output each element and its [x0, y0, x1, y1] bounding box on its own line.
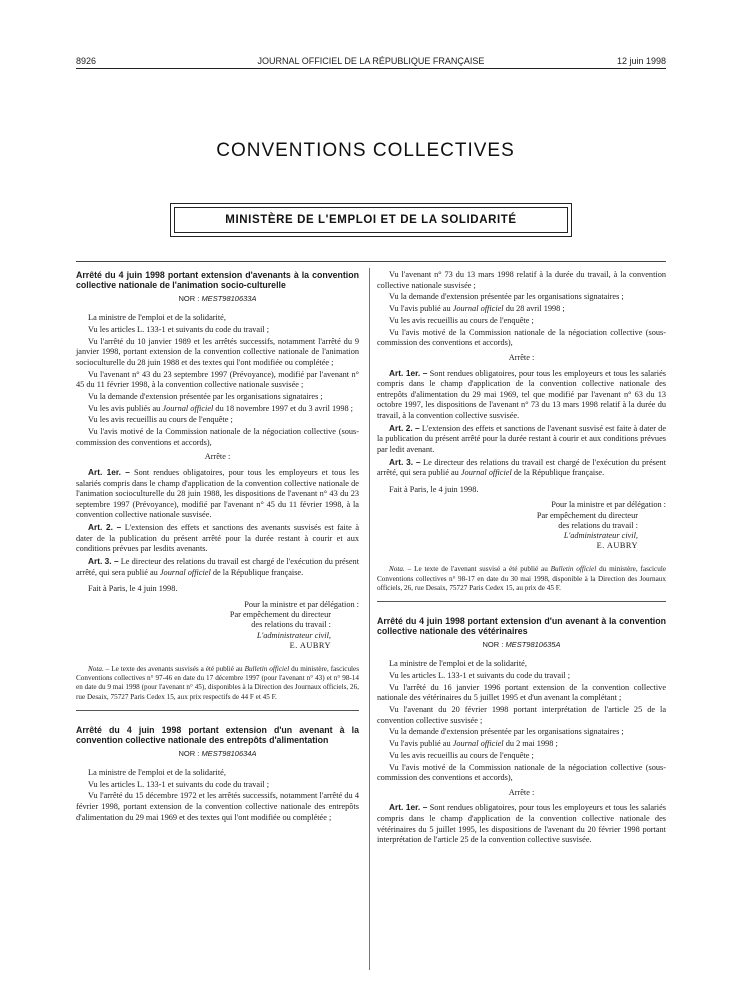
- signature-line: des relations du travail :: [558, 520, 638, 530]
- nor-reference: NOR : MEST9810635A: [482, 640, 561, 650]
- section-rule: [76, 261, 666, 262]
- decree-title-animation: Arrêté du 4 juin 1998 portant extension d'avenants à la convention collective nationale de l'animation socio-culturelle: [76, 270, 359, 291]
- section-rule: [76, 710, 359, 711]
- visa: Vu l'avenant du 20 février 1998 portant interprétation de l'article 25 de la convention collective susvisée ;: [377, 704, 666, 725]
- signature-line: Pour la ministre et par délégation :: [244, 599, 359, 609]
- visa: Vu la demande d'extension présentée par les organisations signataires ;: [389, 292, 624, 302]
- signature-line: L'administrateur civil,: [256, 630, 331, 640]
- journal-name: JOURNAL OFFICIEL DE LA RÉPUBLIQUE FRANÇAISE: [257, 56, 485, 66]
- ministry-name: MINISTÈRE DE L'EMPLOI ET DE LA SOLIDARITÉ: [225, 214, 517, 226]
- signature-date: Fait à Paris, le 4 juin 1998.: [88, 584, 178, 594]
- visa: Vu les avis recueillis au cours de l'enquête ;: [389, 315, 534, 325]
- signature-line: Pour la ministre et par délégation :: [551, 500, 666, 510]
- signature-line: L'administrateur civil,: [563, 531, 638, 541]
- visa: Vu l'avis motivé de la Commission nationale de la négociation collective (sous-commission des conventions et accords),: [377, 327, 666, 348]
- signatory-name: E. AUBRY: [289, 640, 331, 650]
- decree-title-entrepots: Arrêté du 4 juin 1998 portant extension d'un avenant à la convention collective nationale des entrepôts d'alimentation: [76, 724, 359, 745]
- article-2: Art. 2. – L'extension des effets et sanctions des avenants susvisés est faite à dater de la publication du présent arrêté pour la durée restant à courir et aux conditions prévues par lesdits avenants.: [76, 522, 360, 554]
- arrete-heading: Arrête :: [204, 452, 231, 462]
- visa: Vu l'arrêté du 16 janvier 1996 portant extension de la convention collective nationale des vétérinaires du 5 juillet 1995 et d'un avenant la complétant ;: [377, 682, 666, 703]
- visa: Vu l'avenant n° 43 du 23 septembre 1997 (Prévoyance), modifié par l'avenant n° 45 du 11 février 1998, à la convention collective nationale susvisée ;: [76, 369, 359, 390]
- signature-line: Par empêchement du directeur: [229, 610, 331, 620]
- decree-title-veterinaires: Arrêté du 4 juin 1998 portant extension d'un avenant à la convention collective nationale des vétérinaires: [377, 616, 666, 637]
- signature-date: Fait à Paris, le 4 juin 1998.: [389, 484, 479, 494]
- issue-date: 12 juin 1998: [616, 56, 666, 66]
- page-number: 8926: [76, 56, 97, 66]
- page-title: CONVENTIONS COLLECTIVES: [216, 140, 515, 161]
- minister-line: La ministre de l'emploi et de la solidarité,: [88, 313, 226, 322]
- ministry-box: [170, 203, 572, 237]
- nor-reference: NOR : MEST9810633A: [178, 294, 257, 304]
- minister-line: La ministre de l'emploi et de la solidarité,: [88, 767, 226, 777]
- column-divider: [369, 268, 370, 970]
- visa: Vu l'avis motivé de la Commission nationale de la négociation collective (sous-commission des conventions et accords),: [377, 762, 666, 783]
- visa: Vu les articles L. 133-1 et suivants du code du travail ;: [88, 324, 270, 334]
- minister-line: La ministre de l'emploi et de la solidarité,: [389, 659, 527, 669]
- arrete-heading: Arrête :: [508, 352, 535, 362]
- visa: Vu l'arrêté du 15 décembre 1972 et les arrêtés successifs, notamment l'arrêté du 4 février 1998, portant extension de la convention collective nationale des entrepôts d'alimentation du 29 mai 1969 et des textes qui l'ont modifiée ou complétée ;: [76, 791, 359, 822]
- visa: Vu l'arrêté du 10 janvier 1989 et les arrêtés successifs, notamment l'arrêté du 9 janvier 1998, portant extension de la convention collective nationale de l'animation socioculturelle du 28 juin 1988 et des textes qui l'ont modifiée ou complétée ;: [76, 336, 359, 367]
- visa: Vu les articles L. 133-1 et suivants du code du travail ;: [88, 779, 270, 789]
- visa: Vu les avis recueillis au cours de l'enquête ;: [88, 415, 233, 425]
- article-3: Art. 3. – Le directeur des relations du travail est chargé de l'exécution du présent arrêté, qui sera publié au Journal officiel de la République française.: [377, 456, 666, 478]
- visa: Vu la demande d'extension présentée par les organisations signataires ;: [389, 727, 624, 737]
- visa: Vu l'avis publié au Journal officiel du 28 avril 1998 ;: [389, 304, 565, 314]
- right-column: [377, 270, 666, 847]
- arrete-heading: Arrête :: [508, 787, 535, 797]
- article-1: Art. 1er. – Sont rendues obligatoires, pour tous les employeurs et tous les salariés compris dans le champ d'application de la convention collective nationale de l'animation socioculturelle du 28 juin 1988, les dispositions de l'avenant n° 43 du 23 septembre 1997 (Prévoyance), modifié par l'avenant n° 45 du 11 février 1998, à la convention collective nationale susvisée.: [76, 467, 360, 520]
- nota: Nota. – Le texte des avenants susvisés a été publié au Bulletin officiel du ministère, fascicules Conventions collectives n° 97-46 en date du 17 décembre 1997 (pour l'avenant n° 43) et n° 98-14 en date du 9 mai 1998 (pour l'avenant n° 45), disponibles à la Direction des Journaux officiels, 26, rue Desaix, 75727 Paris Cedex 15, aux prix respectifs de 44 F et 45 F.: [76, 664, 360, 701]
- signature-line: Par empêchement du directeur: [536, 510, 638, 520]
- visa: Vu les avis publiés au Journal officiel du 18 novembre 1997 et du 3 avril 1998 ;: [88, 403, 353, 413]
- header-rule: [76, 68, 666, 69]
- visa: Vu l'avis motivé de la Commission nationale de la négociation collective (sous-commission des conventions et accords),: [76, 427, 359, 447]
- article-1: Art. 1er. – Sont rendues obligatoires, pour tous les employeurs et tous les salariés compris dans le champ d'application de la convention collective nationale des entrepôts d'alimentation du 29 mai 1969, tel que modifié par l'avenant n° 63 du 13 octobre 1997, les dispositions de l'avenant n° 73 du 13 mars 1998 relatif à la durée du travail, à la convention collective susvisée.: [377, 367, 666, 420]
- visa: Vu l'avenant n° 73 du 13 mars 1998 relatif à la durée du travail, à la convention collective nationale susvisée ;: [377, 270, 666, 290]
- article-2: Art. 2. – L'extension des effets et sanctions de l'avenant susvisé est faite à dater de la publication du présent arrêté pour la durée restant à courir et aux conditions prévues par ledit avenant.: [377, 422, 667, 454]
- article-3: Art. 3. – Le directeur des relations du travail est chargé de l'exécution du présent arrêté, qui sera publié au Journal officiel de la République française.: [76, 556, 359, 577]
- article-1: Art. 1er. – Sont rendues obligatoires, pour tous les employeurs et tous les salariés compris dans le champ d'application de la convention collective nationale des vétérinaires du 5 juillet 1995, les dispositions de l'avenant du 20 février 1998 portant interprétation de l'article 25 de la convention collective susvisée.: [377, 802, 666, 845]
- signature-line: des relations du travail :: [251, 620, 331, 630]
- signatory-name: E. AUBRY: [596, 541, 638, 551]
- nota: Nota. – Le texte de l'avenant susvisé a été publié au Bulletin officiel du ministère, fascicule Conventions collectives n° 98-17 en date du 30 mai 1998, disponible à la Direction des Journaux officiels, 26, rue Desaix, 75727 Paris Cedex 15, au prix de 45 F.: [377, 565, 667, 592]
- section-rule: [377, 601, 666, 602]
- visa: Vu la demande d'extension présentée par les organisations signataires ;: [88, 391, 323, 401]
- visa: Vu les avis recueillis au cours de l'enquête ;: [389, 750, 534, 760]
- left-column: [76, 270, 359, 824]
- visa: Vu les articles L. 133-1 et suivants du code du travail ;: [389, 670, 571, 680]
- ministry-box-inner: [174, 207, 568, 233]
- visa: Vu l'avis publié au Journal officiel du 2 mai 1998 ;: [389, 739, 558, 749]
- nor-reference: NOR : MEST9810634A: [178, 749, 257, 759]
